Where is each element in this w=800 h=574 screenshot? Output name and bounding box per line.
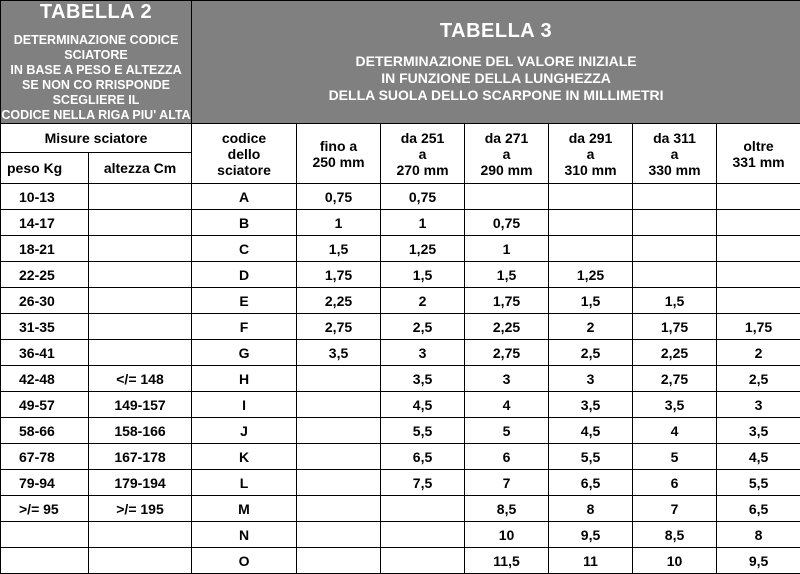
value-cell: 7,5 — [381, 470, 465, 496]
codice-cell: B — [192, 210, 297, 236]
value-cell: 8 — [549, 496, 633, 522]
sole-range-line: 310 mm — [549, 162, 632, 178]
sole-range-line: a — [549, 146, 632, 162]
value-cell — [549, 236, 633, 262]
codice-cell: D — [192, 262, 297, 288]
value-cell: 1 — [297, 210, 381, 236]
table-row — [1, 288, 800, 314]
sole-range-header-2 — [381, 124, 465, 184]
value-cell: 2,5 — [381, 314, 465, 340]
value-cell: 6 — [465, 444, 549, 470]
codice-cell: H — [192, 366, 297, 392]
value-cell: 1,75 — [717, 314, 800, 340]
peso-cell: 14-17 — [1, 210, 89, 236]
codice-cell: F — [192, 314, 297, 340]
value-cell: 2,25 — [465, 314, 549, 340]
tabella3-header — [192, 1, 800, 124]
sole-range-line: 331 mm — [717, 154, 800, 170]
value-cell — [297, 496, 381, 522]
value-cell: 0,75 — [381, 184, 465, 210]
value-cell — [717, 262, 800, 288]
value-cell: 3 — [717, 392, 800, 418]
peso-cell: 26-30 — [1, 288, 89, 314]
value-cell: 1,25 — [381, 236, 465, 262]
altezza-cell — [89, 548, 192, 574]
peso-cell: 67-78 — [1, 444, 89, 470]
table-row — [1, 210, 800, 236]
codice-cell: E — [192, 288, 297, 314]
value-cell: 1 — [465, 236, 549, 262]
sole-range-line: fino a — [297, 138, 380, 154]
value-cell: 2 — [717, 340, 800, 366]
value-cell: 11,5 — [465, 548, 549, 574]
table-row — [1, 496, 800, 522]
value-cell: 9,5 — [717, 548, 800, 574]
table-row — [1, 522, 800, 548]
table-row — [1, 392, 800, 418]
value-cell: 2 — [549, 314, 633, 340]
value-cell: 7 — [465, 470, 549, 496]
value-cell: 10 — [633, 548, 717, 574]
value-cell: 6,5 — [549, 470, 633, 496]
tabella2-header — [1, 1, 192, 124]
codice-cell: G — [192, 340, 297, 366]
table-row — [1, 236, 800, 262]
table-row — [1, 184, 800, 210]
sole-range-line: a — [465, 146, 548, 162]
data-rows — [1, 184, 800, 574]
value-cell: 3 — [381, 340, 465, 366]
value-cell — [549, 210, 633, 236]
misure-sciatore-header: Misure sciatore — [1, 124, 192, 153]
value-cell: 8 — [717, 522, 800, 548]
codice-header-line: sciatore — [192, 162, 296, 178]
tabella2-subtitle-line: DETERMINAZIONE CODICE SCIATORE — [1, 33, 191, 63]
tabella2-subtitle-line: CODICE NELLA RIGA PIU' ALTA — [1, 108, 191, 123]
value-cell: 5,5 — [717, 470, 800, 496]
codice-cell: J — [192, 418, 297, 444]
tabella3-title: TABELLA 3 — [192, 20, 800, 43]
value-cell — [381, 496, 465, 522]
altezza-cell: 167-178 — [89, 444, 192, 470]
sole-range-header-6 — [717, 124, 800, 184]
sole-range-header-4 — [549, 124, 633, 184]
table-row — [1, 262, 800, 288]
value-cell — [297, 548, 381, 574]
codice-header-line: codice — [192, 130, 296, 146]
peso-cell: 31-35 — [1, 314, 89, 340]
table-row — [1, 366, 800, 392]
altezza-cell — [89, 288, 192, 314]
value-cell: 1 — [381, 210, 465, 236]
altezza-cell — [89, 340, 192, 366]
codice-cell: M — [192, 496, 297, 522]
codice-cell: C — [192, 236, 297, 262]
value-cell: 2,75 — [297, 314, 381, 340]
peso-cell — [1, 548, 89, 574]
sole-range-line: 290 mm — [465, 162, 548, 178]
value-cell: 0,75 — [465, 210, 549, 236]
altezza-cell — [89, 522, 192, 548]
value-cell: 4,5 — [717, 444, 800, 470]
value-cell: 1,75 — [633, 314, 717, 340]
peso-cell: 18-21 — [1, 236, 89, 262]
value-cell: 6 — [633, 470, 717, 496]
sole-range-header-5 — [633, 124, 717, 184]
value-cell — [633, 210, 717, 236]
value-cell: 5 — [633, 444, 717, 470]
tabella2-title: TABELLA 2 — [1, 1, 191, 24]
table-row — [1, 418, 800, 444]
peso-cell: 49-57 — [1, 392, 89, 418]
value-cell — [717, 210, 800, 236]
value-cell — [465, 184, 549, 210]
value-cell: 5 — [465, 418, 549, 444]
peso-cell: 79-94 — [1, 470, 89, 496]
value-cell: 1,5 — [549, 288, 633, 314]
value-cell: 6,5 — [381, 444, 465, 470]
altezza-cell — [89, 184, 192, 210]
value-cell: 4,5 — [381, 392, 465, 418]
peso-cell — [1, 522, 89, 548]
altezza-header: altezza Cm — [89, 153, 192, 184]
codice-cell: I — [192, 392, 297, 418]
value-cell: 11 — [549, 548, 633, 574]
codice-cell: A — [192, 184, 297, 210]
value-cell: 2,25 — [633, 340, 717, 366]
tabella2-subtitle-line: IN BASE A PESO E ALTEZZA — [1, 63, 191, 78]
value-cell: 1,75 — [465, 288, 549, 314]
codice-cell: N — [192, 522, 297, 548]
value-cell: 7 — [633, 496, 717, 522]
value-cell — [717, 288, 800, 314]
value-cell: 2,25 — [297, 288, 381, 314]
peso-cell: 42-48 — [1, 366, 89, 392]
tabella3-subtitle-line: DETERMINAZIONE DEL VALORE INIZIALE — [192, 53, 800, 70]
sole-range-line: 330 mm — [633, 162, 716, 178]
sole-range-line: a — [633, 146, 716, 162]
value-cell: 3 — [465, 366, 549, 392]
value-cell — [297, 444, 381, 470]
value-cell — [633, 184, 717, 210]
value-cell: 10 — [465, 522, 549, 548]
tabella2-subtitle-line: SE NON CO RRISPONDE SCEGLIERE IL — [1, 78, 191, 108]
altezza-cell: 179-194 — [89, 470, 192, 496]
codice-cell: L — [192, 470, 297, 496]
value-cell: 1,5 — [381, 262, 465, 288]
value-cell: 1,75 — [297, 262, 381, 288]
value-cell: 1,5 — [297, 236, 381, 262]
value-cell: 1,5 — [633, 288, 717, 314]
value-cell: 3 — [549, 366, 633, 392]
sole-range-line: 250 mm — [297, 154, 380, 170]
value-cell: 6,5 — [717, 496, 800, 522]
value-cell: 0,75 — [297, 184, 381, 210]
value-cell — [717, 236, 800, 262]
sole-range-header-3 — [465, 124, 549, 184]
table-row — [1, 470, 800, 496]
altezza-cell: </= 148 — [89, 366, 192, 392]
peso-cell: >/= 95 — [1, 496, 89, 522]
value-cell: 8,5 — [465, 496, 549, 522]
altezza-cell: 149-157 — [89, 392, 192, 418]
value-cell: 2,75 — [465, 340, 549, 366]
peso-cell: 36-41 — [1, 340, 89, 366]
sole-range-line: oltre — [717, 138, 800, 154]
tabella3-subtitle-line: IN FUNZIONE DELLA LUNGHEZZA — [192, 70, 800, 87]
sole-range-line: a — [381, 146, 464, 162]
sole-range-header-1 — [297, 124, 381, 184]
table-row — [1, 314, 800, 340]
peso-cell: 22-25 — [1, 262, 89, 288]
value-cell — [633, 236, 717, 262]
altezza-cell: 158-166 — [89, 418, 192, 444]
table-row — [1, 548, 800, 574]
value-cell: 2,5 — [717, 366, 800, 392]
value-cell: 4,5 — [549, 418, 633, 444]
sole-range-line: da 291 — [549, 130, 632, 146]
sole-range-line: da 311 — [633, 130, 716, 146]
sole-range-line: 270 mm — [381, 162, 464, 178]
altezza-cell — [89, 236, 192, 262]
value-cell: 4 — [465, 392, 549, 418]
value-cell — [381, 548, 465, 574]
value-cell: 5,5 — [549, 444, 633, 470]
codice-cell: O — [192, 548, 297, 574]
peso-cell: 58-66 — [1, 418, 89, 444]
value-cell: 1,25 — [549, 262, 633, 288]
value-cell — [297, 418, 381, 444]
altezza-cell — [89, 314, 192, 340]
value-cell: 1,5 — [465, 262, 549, 288]
value-cell: 3,5 — [297, 340, 381, 366]
value-cell: 2,75 — [633, 366, 717, 392]
value-cell: 3,5 — [549, 392, 633, 418]
sole-range-line: da 271 — [465, 130, 548, 146]
table-row — [1, 340, 800, 366]
value-cell: 2,5 — [549, 340, 633, 366]
value-cell: 2 — [381, 288, 465, 314]
peso-cell: 10-13 — [1, 184, 89, 210]
value-cell: 3,5 — [717, 418, 800, 444]
value-cell — [549, 184, 633, 210]
value-cell: 5,5 — [381, 418, 465, 444]
value-cell — [717, 184, 800, 210]
value-cell — [297, 392, 381, 418]
value-cell: 8,5 — [633, 522, 717, 548]
peso-header: peso Kg — [1, 153, 89, 184]
value-cell — [297, 522, 381, 548]
value-cell — [633, 262, 717, 288]
value-cell — [297, 366, 381, 392]
altezza-cell — [89, 262, 192, 288]
codice-header-line: dello — [192, 146, 296, 162]
codice-header — [192, 124, 297, 184]
value-cell: 9,5 — [549, 522, 633, 548]
tabella3-subtitle-line: DELLA SUOLA DELLO SCARPONE IN MILLIMETRI — [192, 87, 800, 104]
table-row — [1, 444, 800, 470]
sole-range-line: da 251 — [381, 130, 464, 146]
value-cell — [297, 470, 381, 496]
altezza-cell — [89, 210, 192, 236]
altezza-cell: >/= 195 — [89, 496, 192, 522]
value-cell: 4 — [633, 418, 717, 444]
codice-cell: K — [192, 444, 297, 470]
value-cell: 3,5 — [633, 392, 717, 418]
value-cell — [381, 522, 465, 548]
value-cell: 3,5 — [381, 366, 465, 392]
